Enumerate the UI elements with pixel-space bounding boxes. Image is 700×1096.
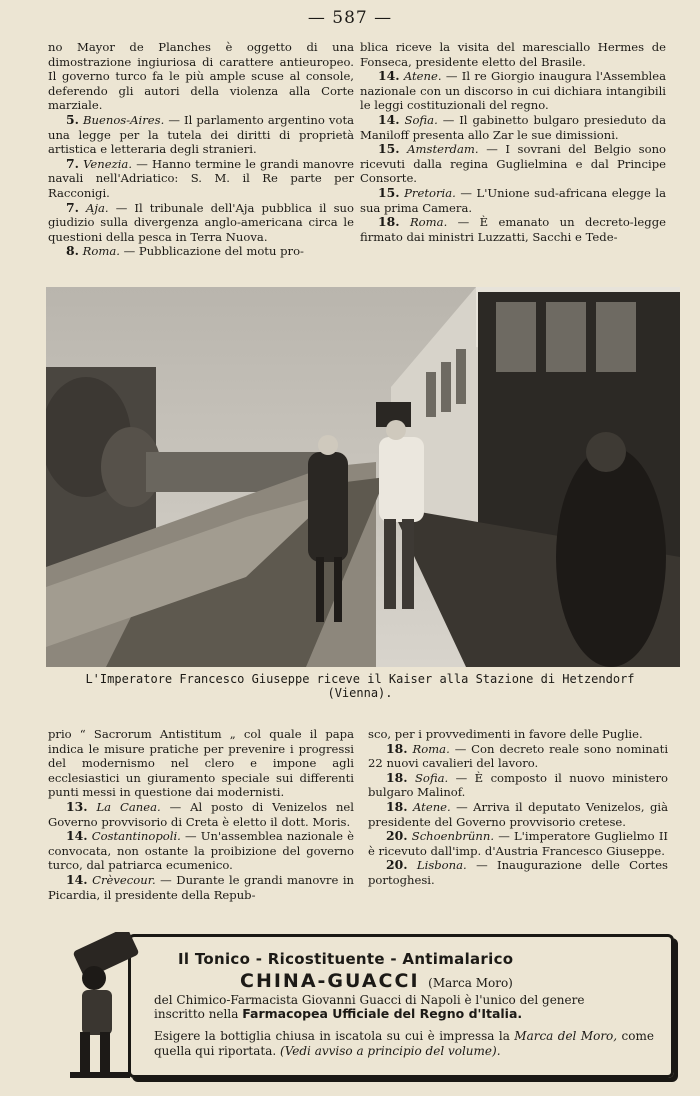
photo-caption: L'Imperatore Francesco Giuseppe riceve il Kaiser alla Stazione di Hetzendorf (Vienna).: [85, 672, 635, 700]
ad-product-name: CHINA-GUACCI (Marca Moro): [240, 970, 513, 992]
chronology-entry: 20. Lisbona. — Inaugurazione delle Cortes portoghesi.: [368, 857, 669, 887]
chronology-entry: 5. Buenos-Aires. — Il parlamento argentino vota una legge per la tutela dei diritti di proprietà artistica e letteraria degli stranieri.: [48, 111, 355, 157]
chronology-entry: 7. Aja. — Il tribunale dell'Aja pubblica il suo giudizio sulla divergenza anglo-americana circa le questioni della pesca in Terra Nuova.: [48, 199, 354, 244]
advertisement: [58, 932, 670, 1084]
column-top-left: [48, 40, 354, 259]
chronology-entry: 18. Atene. — Arriva il deputato Venizelos, già presidente del Governo provvisorio cretese.: [368, 798, 669, 829]
chronology-entry: 20. Schoenbrünn. — L'imperatore Guglielmo II è ricevuto dall'imp. d'Austria Francesco Giuseppe.: [368, 828, 668, 858]
paragraph-continuation: no Mayor de Planches è oggetto di una dimostrazione ingiuriosa di carattere antieuropeo. Il governo turco fa le più ample scuse al console, deferendo gli autori della violenza alla Corte marziale.: [48, 40, 354, 113]
moor-figure-illustration: [58, 932, 148, 1084]
chronology-entry: 8. Roma. — Pubblicazione del motu pro-: [66, 243, 304, 259]
column-bottom-right: [368, 727, 668, 888]
chronology-entry: 15. Amsterdam. — I sovrani del Belgio sono ricevuti dalla regina Guglielmina e dal Principe Consorte.: [360, 141, 667, 186]
station-photograph: [46, 287, 680, 667]
ad-headline: Il Tonico - Ricostituente - Antimalarico: [178, 950, 514, 968]
chronology-entry: 18. Roma. — Con decreto reale sono nominati 22 nuovi cavalieri del lavoro.: [368, 740, 669, 771]
chronology-entry: 18. Roma. — È emanato un decreto-legge firmato dai ministri Luzzatti, Sacchi e Tede-: [360, 214, 666, 244]
paragraph-continuation: sco, per i provvedimenti in favore delle Puglie.: [368, 727, 643, 741]
chronology-entry: 14. Atene. — Il re Giorgio inaugura l'Assemblea nazionale con un discorso in cui dichiara intangibili le leggi costituzionali del regno.: [360, 68, 667, 113]
paragraph-continuation: blica riceve la visita del maresciallo Hermes de Fonseca, presidente eletto del Brasile.: [360, 40, 666, 69]
chronology-entry: 13. La Canea. — Al posto di Venizelos nel Governo provvisorio di Creta è eletto il dott. Moris.: [48, 798, 354, 829]
photograph-illustration: [46, 287, 680, 667]
ad-instructions: Esigere la bottiglia chiusa in iscatola su cui è impressa la Marca del Moro, come quella qui riportata. (Vedi avviso a principio del volume).: [154, 1029, 654, 1058]
paragraph-continuation: prio “ Sacrorum Antistitum „ col quale il papa indica le misure pratiche per prevenire i progressi del modernismo nel clero e impone agli ecclesiastici un giuramento speciale sui differenti punti messi in questione dai modernisti.: [48, 727, 354, 800]
chronology-entry: 14. Sofia. — Il gabinetto bulgaro presieduto da Maniloff presenta allo Zar le sue dimissioni.: [360, 111, 666, 142]
chronology-entry: 14. Crèvecour. — Durante le grandi manovre in Picardia, il presidente della Repub-: [48, 871, 355, 902]
chronology-entry: 15. Pretoria. — L'Unione sud-africana elegge la sua prima Camera.: [360, 184, 666, 215]
column-top-right: [360, 40, 666, 244]
chronology-entry: 7. Venezia. — Hanno termine le grandi manovre navali nell'Adriatico: S. M. il Re parte per Racconigi.: [48, 155, 354, 200]
column-bottom-left: [48, 727, 354, 902]
page-number: — 587 —: [307, 8, 393, 28]
ad-description: del Chimico-Farmacista Giovanni Guacci di Napoli è l'unico del genere inscritto nella Farmacopea Ufficiale del Regno d'Italia.: [154, 993, 585, 1021]
chronology-entry: 14. Costantinopoli. — Un'assemblea nazionale è convocata, non ostante la proibizione del governo turco, dal patriarca ecumenico.: [48, 828, 354, 873]
chronology-entry: 18. Sofia. — È composto il nuovo ministero bulgaro Malinof.: [368, 769, 669, 800]
